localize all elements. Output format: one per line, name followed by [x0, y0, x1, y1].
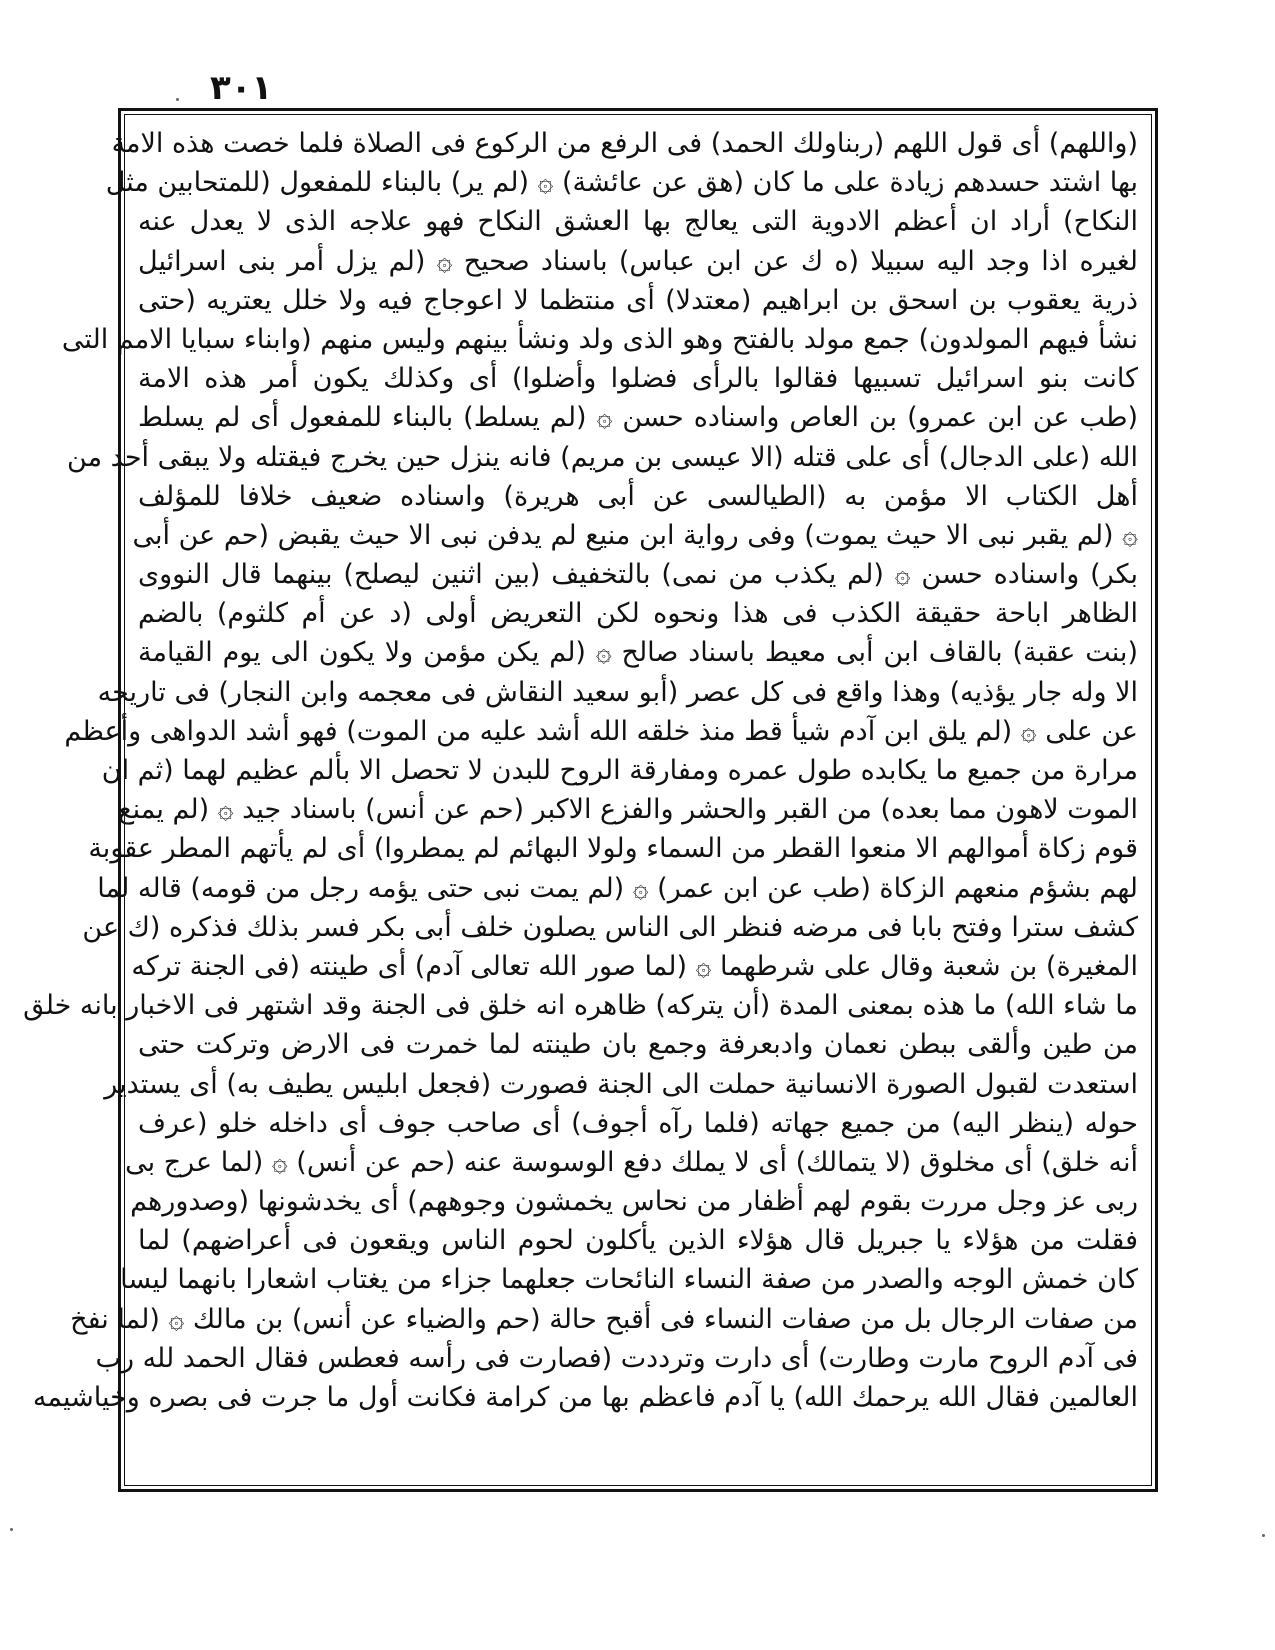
page-number: ٣٠١: [210, 68, 273, 108]
text-line: حوله (ينظر اليه) من جميع جهاته (فلما رآه أجوف) أى صاحب جوف أى داخله خلو (عرف: [138, 1107, 1138, 1139]
text-line: من طين وألقى ببطن نعمان وادبعرفة وجمع بان طينته لما خمرت فى الارض وتركت حتى: [138, 1029, 1138, 1061]
text-line: ذرية يعقوب بن اسحق بن ابراهيم (معتدلا) أى منتظما لا اعوجاج فيه ولا خلل يعتريه (حتى: [138, 284, 1138, 316]
text-line: لهم بشؤم منعهم الزكاة (طب عن ابن عمر) ۞ (لم يمت نبى حتى يؤمه رجل من قومه) قاله لما: [97, 872, 1138, 904]
text-line: من صفات الرجال بل من صفات النساء فى أقبح حالة (حم والضياء عن أنس) بن مالك ۞ (لما نفخ: [70, 1303, 1138, 1335]
text-line: نشأ فيهم المولدون) جمع مولد بالفتح وهو الذى ولد ونشأ بينهم وليس منهم (وابناء سبايا الامم التى: [61, 323, 1138, 355]
text-line: (واللهم) أى قول اللهم (ربناولك الحمد) فى الرفع من الركوع فى الصلاة فلما خصت هذه الامة: [111, 128, 1138, 159]
text-line: (بنت عقبة) بالقاف ابن أبى معيط باسناد صالح ۞ (لم يكن مؤمن ولا يكون الى يوم القيامة: [138, 637, 1138, 669]
text-line: بها اشتد حسدهم زيادة على ما كان (هق عن عائشة) ۞ (لم ير) بالبناء للمفعول (للمتحابين مثل: [105, 167, 1138, 199]
text-line: أنه خلق) أى مخلوق (لا يتمالك) أى لا يملك دفع الوسوسة عنه (حم عن أنس) ۞ (لما عرج بى: [125, 1146, 1138, 1178]
text-line: (طب عن ابن عمرو) بن العاص واسناده حسن ۞ (لم يسلط) بالبناء للمفعول أى لم يسلط: [138, 402, 1138, 434]
text-line: مرارة من جميع ما يكابده طول عمره ومفارقة الروح للبدن لا تحصل الا بألم عظيم لهما (ثم ان: [101, 755, 1138, 786]
text-line: النكاح) أراد ان أعظم الادوية التى يعالج بها العشق النكاح فهو علاجه الذى لا يعدل عنه: [138, 206, 1138, 238]
stray-mark: [10, 1528, 13, 1531]
stray-mark: [176, 98, 179, 101]
text-line: العالمين فقال الله يرحمك الله) يا آدم فاعظم بها من كرامة فكانت أول ما جرت فى بصره وخياشيمه: [32, 1382, 1138, 1413]
text-line: بكر) واسناده حسن ۞ (لم يكذب من نمى) بالتخفيف (بين اثنين ليصلح) بينهما قال النووى: [138, 559, 1138, 591]
text-line: كان خمش الوجه والصدر من صفة النساء النائحات جعلهما جزاء من يغتاب اشعارا بانهما ليسا: [120, 1264, 1138, 1296]
text-line: كشف سترا وفتح بابا فى مرضه فنظر الى الناس يصلون خلف أبى بكر فسر بذلك فذكره (ك عن: [82, 911, 1138, 943]
text-line: الا وله جار يؤذيه) وهذا واقع فى كل عصر (أبو سعيد النقاش فى معجمه وابن النجار) فى تاريخه: [97, 676, 1138, 708]
text-line: لغيره اذا وجد اليه سبيلا (ه ك عن ابن عباس) باسناد صحيح ۞ (لم يزل أمر بنى اسرائيل: [138, 245, 1138, 277]
text-line: الظاهر اباحة حقيقة الكذب فى هذا ونحوه لكن التعريض أولى (د عن أم كلثوم) بالضم: [138, 598, 1138, 630]
stray-mark: [1262, 1534, 1265, 1537]
text-line: ۞ (لم يقبر نبى الا حيث يموت) وفى رواية ابن منيع لم يدفن نبى الا حيث يقبض (حم عن أبى: [132, 519, 1138, 551]
text-line: الموت لاهون مما بعده) من القبر والحشر والفزع الاكبر (حم عن أنس) باسناد جيد ۞ (لم يمنع: [118, 794, 1138, 826]
text-line: عن على ۞ (لم يلق ابن آدم شيأ قط منذ خلقه الله أشد عليه من الموت) فهو أشد الدواهى وأعظم: [64, 715, 1138, 747]
text-line: قوم زكاة أموالهم الا منعوا القطر من السماء ولولا البهائم لم يمطروا) أى لم يأتهم المطر عقوبة: [88, 833, 1138, 865]
text-line: فى آدم الروح مارت وطارت) أى دارت وترددت (فصارت فى رأسه فعطس فقال الحمد لله رب: [95, 1342, 1138, 1374]
text-line: المغيرة) بن شعبة وقال على شرطهما ۞ (لما صور الله تعالى آدم) أى طينته (فى الجنة تركه: [131, 950, 1138, 982]
text-line: الله (على الدجال) أى على قتله (الا عيسى بن مريم) فانه ينزل حين يخرج فيقتله ولا يبقى أحد من: [67, 441, 1138, 473]
text-line: أهل الكتاب الا مؤمن به (الطيالسى عن أبى هريرة) واسناده ضعيف خلافا للمؤلف: [138, 480, 1138, 512]
text-line: استعدت لقبول الصورة الانسانية حملت الى الجنة فصورت (فجعل ابليس يطيف به) أى يستدير: [104, 1068, 1138, 1100]
main-text-block: [23, 124, 1138, 1480]
text-line: كانت بنو اسرائيل تسبيها فقالوا بالرأى فضلوا وأضلوا) أى وكذلك يكون أمر هذه الامة: [138, 363, 1138, 395]
text-line: فقلت من هؤلاء يا جبريل قال هؤلاء الذين يأكلون لحوم الناس ويقعون فى أعراضهم) لما: [138, 1225, 1138, 1257]
text-line: ما شاء الله) ما هذه بمعنى المدة (أن يتركه) ظاهره انه خلق فى الجنة وقد اشتهر فى الاخبار بانه خلق: [23, 990, 1138, 1022]
text-line: ربى عز وجل مررت بقوم لهم أظفار من نحاس يخمشون وجوههم) أى يخدشونها (وصدورهم: [130, 1186, 1138, 1218]
